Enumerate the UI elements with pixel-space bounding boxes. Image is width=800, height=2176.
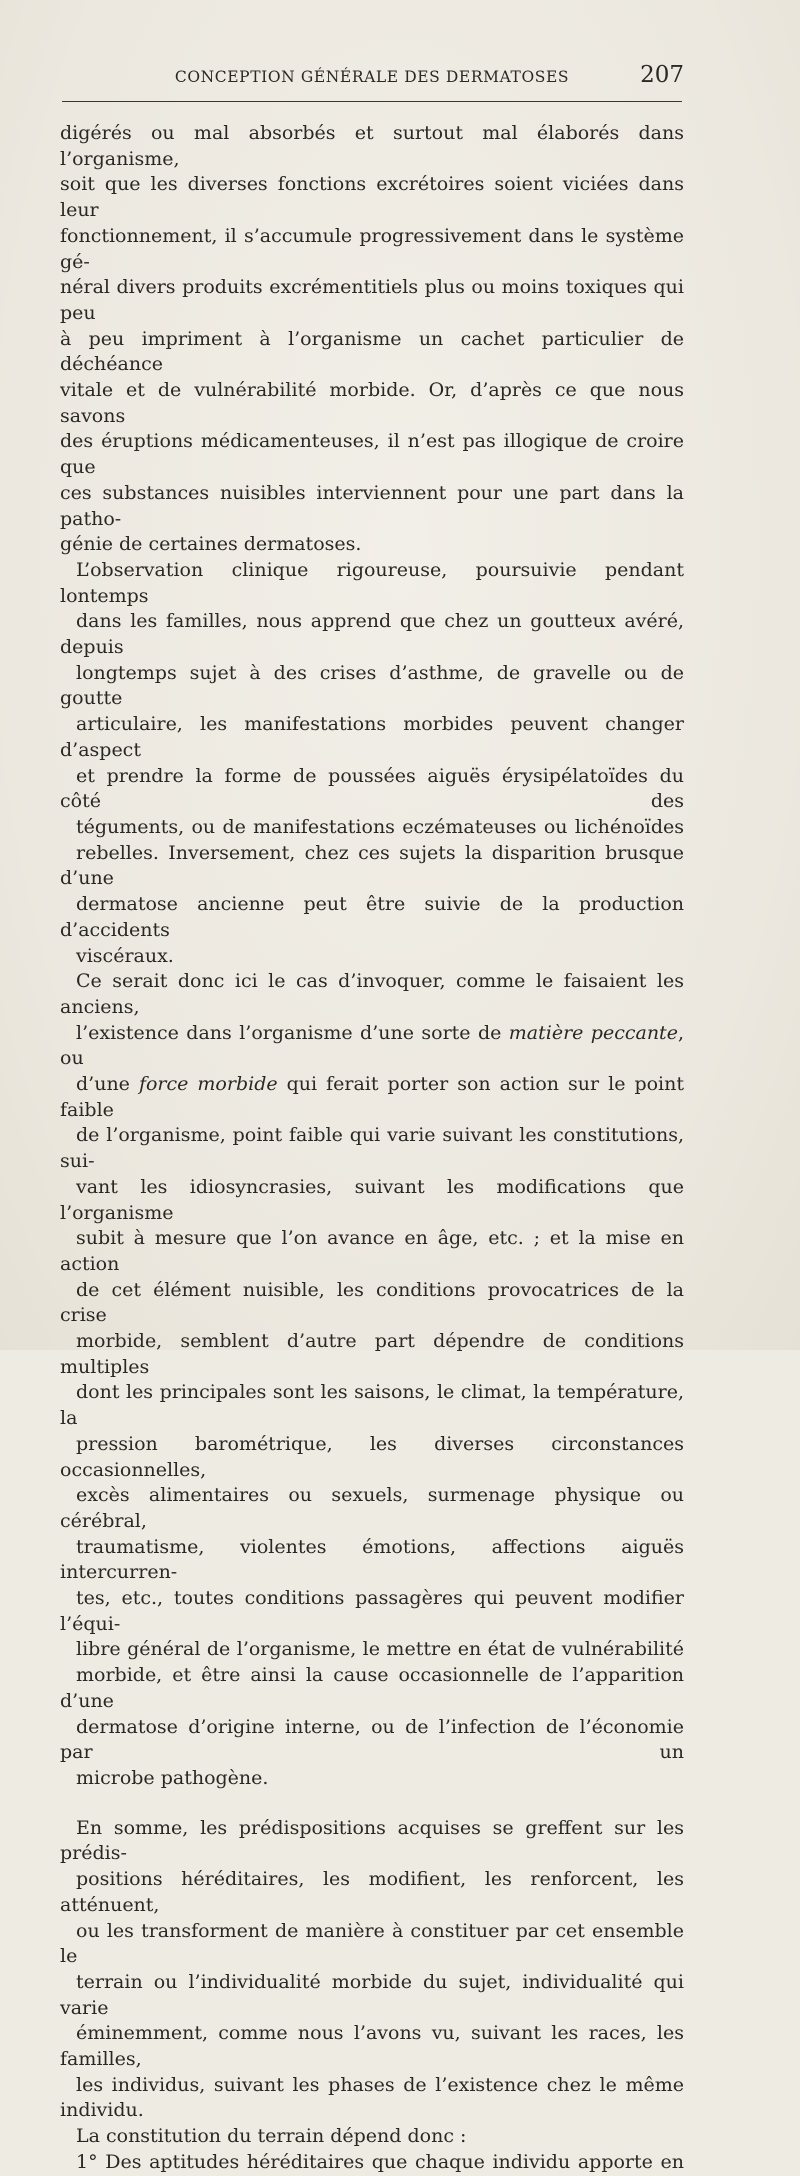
text-line: pression barométrique, les diverses circonstances occasionnelles,	[60, 1432, 684, 1481]
text-line: des éruptions médicamenteuses, il n’est pas illogique de croire que	[60, 430, 684, 479]
text-line: dont les principales sont les saisons, le climat, la température, la	[60, 1381, 684, 1430]
text-line	[60, 1021, 684, 1072]
text-line: dermatose d’origine interne, ou de l’infection de l’économie par un	[60, 1715, 684, 1764]
body-text	[60, 121, 684, 2176]
text-line: ou les transforment de manière à constituer par cet ensemble le	[60, 1919, 684, 1968]
text-segment: qui ferait porter son action sur le point faible	[60, 1073, 685, 1121]
text-line: ces substances nuisibles interviennent pour une part dans la patho-	[60, 481, 684, 530]
text-line: fonctionnement, il s’accumule progressivement dans le système gé-	[60, 224, 684, 273]
text-line: tes, etc., toutes conditions passagères qui peuvent modifier l’équi-	[60, 1587, 684, 1635]
header-rule	[62, 101, 682, 102]
text-line: rebelles. Inversement, chez ces sujets la disparition brusque d’une	[60, 841, 684, 890]
text-line: longtemps sujet à des crises d’asthme, de gravelle ou de goutte	[60, 661, 684, 710]
text-line: éminemment, comme nous l’avons vu, suivant les races, les familles,	[60, 2022, 684, 2071]
text-line: libre général de l’organisme, le mettre en état de vulnérabilité	[76, 1638, 684, 1661]
text-line: viscéraux.	[76, 944, 174, 967]
italic-term: matière peccante	[508, 1021, 678, 1044]
text-line: dans les familles, nous apprend que chez un goutteux avéré, depuis	[60, 610, 684, 659]
text-line: de l’organisme, point faible qui varie suivant les constitutions, sui-	[60, 1124, 684, 1173]
text-line: vitale et de vulnérabilité morbide. Or, d’après ce que nous savons	[60, 379, 684, 427]
text-line: L’observation clinique rigoureuse, poursuivie pendant lontemps	[60, 558, 684, 607]
text-segment: l’existence dans l’organisme d’une sorte de	[76, 1021, 509, 1044]
text-line: néral divers produits excrémentitiels plus ou moins toxiques qui peu	[60, 276, 684, 324]
paragraph-6	[60, 2150, 684, 2176]
text-line: traumatisme, violentes émotions, affections aiguës intercurren-	[60, 1535, 684, 1584]
italic-term: force morbide	[138, 1073, 278, 1096]
text-line: En somme, les prédispositions acquises se greffent sur les prédis-	[60, 1816, 684, 1865]
text-line: Ce serait donc ici le cas d’invoquer, comme le faisaient les anciens,	[60, 970, 684, 1018]
page-number: 207	[640, 62, 684, 88]
paragraph-3	[60, 969, 684, 1792]
text-line: digérés ou mal absorbés et surtout mal élaborés dans l’organisme,	[60, 122, 684, 170]
paragraph-5	[60, 2124, 684, 2150]
paragraph-1	[60, 121, 684, 558]
text-line: terrain ou l’individualité morbide du sujet, individualité qui varie	[60, 1970, 684, 2019]
text-line: articulaire, les manifestations morbides peuvent changer d’aspect	[60, 713, 684, 761]
text-line: microbe pathogène.	[76, 1767, 269, 1789]
running-head	[60, 62, 684, 92]
text-line: soit que les diverses fonctions excrétoires soient viciées dans leur	[60, 173, 684, 222]
text-line: excès alimentaires ou sexuels, surmenage physique ou cérébral,	[60, 1484, 684, 1532]
text-line: morbide, et être ainsi la cause occasionnelle de l’apparition d’une	[60, 1664, 684, 1712]
text-line: positions héréditaires, les modifient, les renforcent, les atténuent,	[60, 1868, 684, 1916]
text-line: génie de certaines dermatoses.	[60, 533, 362, 556]
text-line: vant les idiosyncrasies, suivant les modifications que l’organisme	[60, 1175, 684, 1224]
text-segment: d’une	[76, 1073, 139, 1096]
text-line: téguments, ou de manifestations eczémateuses ou lichénoïdes	[76, 815, 684, 838]
text-line: et prendre la forme de poussées aiguës érysipélatoïdes du côté des	[60, 764, 684, 813]
running-title: CONCEPTION GÉNÉRALE DES DERMATOSES	[174, 68, 570, 86]
text-line: subit à mesure que l’on avance en âge, etc. ; et la mise en action	[60, 1227, 684, 1275]
text-line: La constitution du terrain dépend donc :	[76, 2125, 467, 2148]
text-line: dermatose ancienne peut être suivie de la production d’accidents	[60, 893, 684, 941]
text-segment: , ou	[60, 1021, 684, 1070]
text-line	[60, 1072, 684, 1123]
text-line: à peu impriment à l’organisme un cachet particulier de déchéance	[60, 327, 684, 376]
paragraph-4	[60, 1816, 684, 2124]
paragraph-2	[60, 558, 684, 969]
text-line: morbide, semblent d’autre part dépendre de conditions multiples	[60, 1330, 684, 1378]
text-line: de cet élément nuisible, les conditions provocatrices de la crise	[60, 1278, 684, 1327]
text-line: les individus, suivant les phases de l’existence chez le même individu.	[60, 2073, 684, 2122]
text-line: 1° Des aptitudes héréditaires que chaque individu apporte en	[76, 2150, 684, 2173]
